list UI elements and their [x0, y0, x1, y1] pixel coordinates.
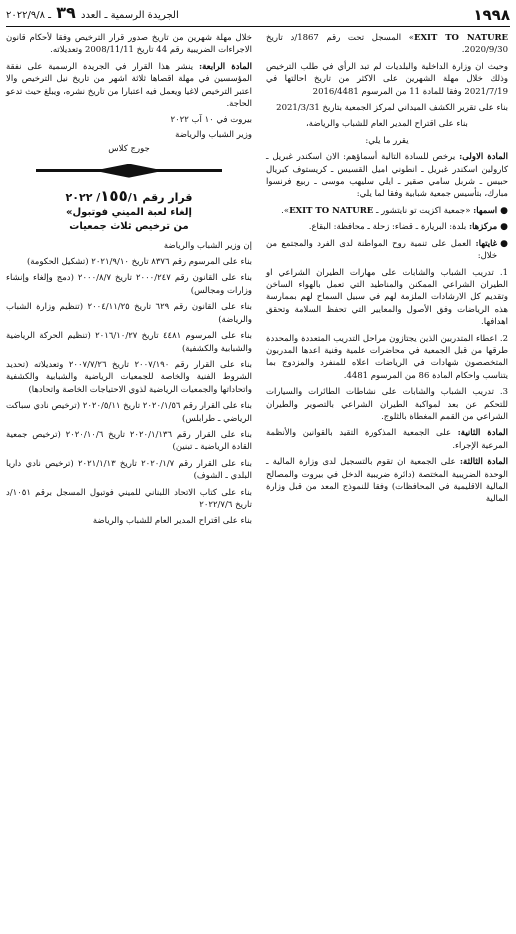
paragraph: خلال مهلة شهرين من تاريخ صدور قرار الترخيص وفقا لأحكام قانون الاجراءات الضريبية رقم 44 تاريخ 2008/11/11 وتعديلاته. — [6, 33, 252, 56]
considerant: بناء على القرار رقم ٢٠٢٠/١/٧ تاريخ ٢٠٢١/١/١٣ (ترخيص نادي داريا البلدي ـ الشوف) — [6, 458, 252, 482]
issue-number: ٣٩ — [56, 3, 76, 23]
paragraph: EXIT TO NATURE» المسجل تحت رقم 1867/د تاريخ 2020/9/30. — [266, 33, 509, 56]
article-2: المادة الثانية: على الجمعية المذكورة التقيد بالقوانين والأنظمة المرعية الإجراء. — [266, 428, 508, 451]
decides-heading: يقرر ما يلي: — [365, 135, 409, 146]
considerant: بناء على القانون رقم ٢٠٠٠/٢٤٧ تاريخ ٢٠٠٠/٨/٧ (دمج وإلغاء وإنشاء وزارات ومجالس) — [6, 273, 252, 296]
gazette-title: الجريدة الرسمية ـ العدد ٣٩ ـ ٢٠٢٢/٩/٨ — [6, 3, 179, 23]
considerant: بناء على القرار رقم ٢٠٢٠/١/٥٦ تاريخ ٢٠٢٠/٥/١١ (ترخيص نادي سباكت الرياضي ـ طرابلس) — [5, 401, 252, 424]
bullet-icon: ● — [500, 238, 508, 249]
page-header — [6, 4, 510, 27]
article-4: المادة الرابعة: ينشر هذا القرار في الجريدة الرسمية على نفقة المؤسسين في مهلة اقصاها ثلاثة اشهر من تاريخ نيل الترخيص والا اعتبر الترخيص لاغيا ويعمل فيه اعتبارا من تاريخ نشره، ويبلغ حيث تدعو الحاجة. — [6, 61, 252, 110]
signature-date: بيروت في ١٠ آب ٢٠٢٢ — [170, 115, 252, 126]
bullet-icon: ● — [500, 205, 508, 216]
decision-title: قرار رقم ١٥٥/١/ ٢٠٢٢ إلغاء لعبة الميني فوتبول» من ترخيص ثلاث جمعيات — [65, 186, 193, 232]
signature-title: وزير الشباب والرياضة — [175, 129, 252, 140]
paragraph: بناء على تقرير الكشف الميداني لمركز الجمعية بتاريخ 2021/3/31 — [276, 103, 508, 114]
paragraph: بناء على اقتراح المدير العام للشباب والرياضة، — [306, 119, 468, 130]
article-3: المادة الثالثة: على الجمعية ان تقوم بالتسجيل لدى وزارة المالية ـ الوحدة الضريبية المختصة (دائرة ضريبية الدخل في بيروت والمصالح المالية الاقليمية في المحافظات) وفقا للنموذج المعد من قبل وزارة المالية — [266, 457, 509, 505]
considerant: بناء على المرسوم ٤٤٨١ تاريخ ٢٠١٦/١٠/٢٧ (تنظيم الحركة الرياضية والشبابية والكشفية) — [6, 331, 252, 354]
considerant: بناء على القرار رقم ٢٠٠٧/١٩٠ تاريخ ٢٠٠٧/٧/٢٦ وتعديلاته (تحديد الشروط الفنية والخاصة للجمعيات الرياضية والشبابية والكشفية واتحاداتها والجمعيات الرياضية لذوي الاحتياجات الخاصة واتحادها) — [6, 359, 253, 395]
considerant: بناء على اقتراح المدير العام للشباب والرياضة — [92, 516, 252, 527]
left-column — [6, 32, 252, 930]
considerant: بناء على القانون رقم ٦٢٩ تاريخ ٢٠٠٤/١١/٢٥ (تنظيم وزارة الشباب والرياضة) — [6, 302, 252, 325]
article-1: المادة الاولى: يرخص للسادة التالية أسماؤهم: الان اسكندر غبريل ـ كارولين اسكندر غبريل ـ انطوني اميل القسيس ـ كريستوف كبريال حبيس ـ شربل سامي صقير ـ ايلي سليهب موسى ـ ربيع فرنسوا مبارك، بتأسيس جمعية شبابية وفقا لما يلي: — [266, 152, 508, 200]
considerant: بناء على المرسوم رقم ٨٣٧٦ تاريخ ٢٠٢١/٩/١٠ (تشكيل الحكومة) — [26, 257, 252, 268]
right-column — [266, 32, 508, 930]
minister-line: إن وزير الشباب والرياضة — [163, 240, 252, 251]
goal-item: 1. تدريب الشباب والشابات على مهارات الطيران الشراعي او الطيران الشراعي الممكنن والمناطيد التي تعمل بالهواء الساخن وتقديم كل الارشادات الملزمة لهم في سبيل السماح لهم بممارسة هذه الرياضات وفق الأصول والمعايير التي تحفظ السلامة وتحقق اهدافها. — [266, 267, 508, 328]
signature-name: جورج كلاس — [108, 144, 150, 155]
bullet-icon: ● — [500, 222, 508, 233]
bullet-name: ● اسمها: «جمعية اكزيت تو نايتشور ـ EXIT TO NATURE». — [266, 205, 508, 221]
considerant: بناء على كتاب الاتحاد اللبناني للميني فوتبول المسجل برقم ١٠٥١/د تاريخ ٢٠٢٢/٧/٦ — [6, 487, 252, 510]
considerant: بناء على القرار رقم ٢٠٢٠/١/١٣٦ تاريخ ٢٠٢٠/١٠/٦ (ترخيص جمعية القادة الرياضية ـ تبنين) — [6, 429, 252, 453]
section-divider — [6, 164, 252, 178]
paragraph: وحيث ان وزارة الداخلية والبلديات لم تبد الرأي في طلب الترخيص وذلك خلال مهلة الشهرين على الاكثر من تاريخ احالتها في 2021/7/19 وفقا للمادة 11 من المرسوم 2016/4481 — [266, 61, 508, 97]
goal-item: 2. اعطاء المتدربين الذين يجتازون مراحل التدريب المتعددة والمحددة طرقها من قبل الجمعية في محاضرات علمية وفنية اعدها المدربون المتخصصون شهادات في الرياضات اعلاه للمنفرد والمزدوج بما يتناسب واحكام المادة 86 من المرسوم 4481. — [266, 333, 508, 381]
goal-item: 3. تدريب الشباب والشابات على نشاطات الطائرات والسيارات للتحكم عن بعد لمواكبة الطيران الشراعي بالتصوير والطيران الشراعي من القمم المغطاة بالثلوج. — [266, 387, 508, 422]
bullet-location: ● مركزها: بلدة: البريارة ـ قضاء: زحلة ـ محافظة: البقاع. — [266, 221, 508, 237]
bullet-purpose: ● غايتها: العمل على تنمية روح المواطنة لدى الفرد والمجتمع من خلال: — [266, 238, 508, 267]
page-number: ١٩٩٨ — [473, 5, 510, 24]
